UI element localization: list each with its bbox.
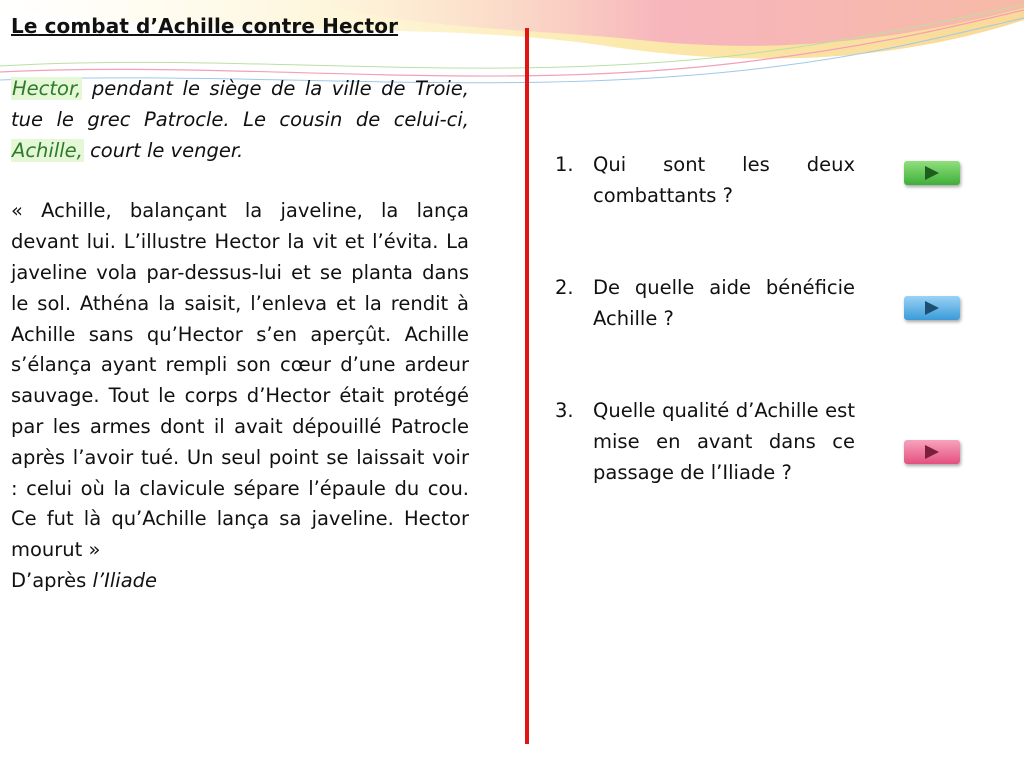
achille-highlight: Achille,: [12, 138, 83, 162]
source-prefix: D’après: [11, 568, 93, 592]
question-text: Qui sont les deux combattants ?: [593, 153, 855, 207]
question-text: Quelle qualité d’Achille est mise en avant dans ce passage de l’Iliade ?: [593, 399, 855, 484]
play-triangle-icon: [924, 300, 940, 316]
question-number: 3.: [555, 399, 574, 422]
play-button-question-3[interactable]: [904, 440, 960, 464]
paragraph-gap: [11, 166, 469, 196]
question-number: 2.: [555, 276, 574, 299]
text-column: [11, 74, 469, 597]
play-button-question-2[interactable]: [904, 296, 960, 320]
intro-part2: court le venger.: [83, 138, 244, 162]
question-item-1: [555, 150, 855, 212]
question-text: De quelle aide bénéficie Achille ?: [593, 276, 855, 330]
source-line: [11, 566, 469, 597]
intro-paragraph: [11, 74, 469, 166]
question-item-3: [555, 396, 855, 488]
hector-highlight: Hector,: [12, 77, 82, 100]
question-number: 1.: [555, 153, 574, 176]
question-item-2: [555, 273, 855, 335]
play-button-question-1[interactable]: [904, 161, 960, 185]
source-work: l’Iliade: [92, 568, 158, 592]
quote-paragraph: « Achille, balançant la javeline, la lança devant lui. L’illustre Hector la vit et l’évita. La javeline vola par-dessus-lui et se planta dans le sol. Athéna la saisit, l’enleva et la rendit à Achille sans qu’Hector s’en aperçût. Achille s’élança ayant rempli son cœur d’une ardeur sauvage. Tout le corps d’Hector était protégé par les armes dont il avait dépouillé Patrocle après l’avoir tué. Un seul point se laissait voir : celui où la clavicule sépare l’épaule du cou. Ce fut là qu’Achille lança sa javeline. Hector mourut »: [11, 199, 469, 562]
vertical-divider: [525, 28, 529, 744]
slide-title: Le combat d’Achille contre Hector: [11, 14, 399, 38]
play-triangle-icon: [924, 444, 940, 460]
intro-part1: pendant le siège de la ville de Troie, tue le grec Patrocle. Le cousin de celui-ci,: [11, 77, 469, 131]
play-triangle-icon: [924, 165, 940, 181]
